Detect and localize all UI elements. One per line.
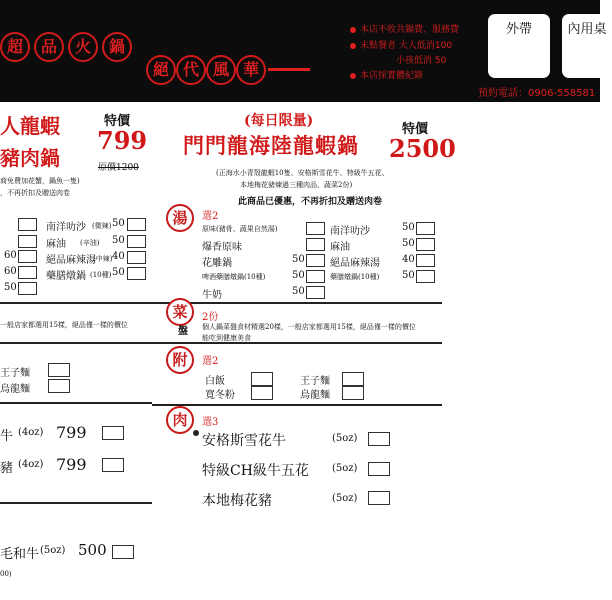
left-title-line1: 人龍蝦 — [0, 114, 60, 138]
soup-tag: (中辣) — [93, 255, 113, 263]
meat-name: 豬 — [0, 461, 14, 476]
soup-price: 50 — [112, 235, 125, 246]
section-divider — [152, 404, 442, 406]
soup-name: 牛奶 — [202, 290, 222, 301]
left-note: ，不再折扣及贈送肉卷 — [0, 189, 70, 197]
side-item: 白飯 — [205, 376, 225, 387]
soup-checkbox[interactable] — [306, 254, 325, 267]
soup-checkbox[interactable] — [18, 282, 37, 295]
seal-char: 華 — [236, 55, 266, 85]
soup-name: 麻油 — [330, 242, 350, 253]
soup-tag: (辛油) — [80, 239, 100, 247]
meat-size: (5oz) — [332, 433, 358, 444]
soup-checkbox[interactable] — [306, 286, 325, 299]
veg-category-badge: 菜 — [166, 298, 194, 326]
soup-checkbox[interactable] — [306, 270, 325, 283]
meat-name: 特級CH級牛五花 — [202, 463, 309, 479]
note-text: 小孩低消 50 — [396, 56, 447, 66]
side-category-badge: 附 — [166, 346, 194, 374]
soup-name: 麻油 — [46, 239, 66, 250]
note-text: 本店採實體紀錄 — [360, 71, 424, 81]
wagyu-checkbox[interactable] — [112, 545, 134, 559]
soup-price: 50 — [402, 270, 415, 281]
left-title-line2: 豬肉鍋 — [0, 146, 60, 170]
veg-note: 個人鍋菜盤食材精選20樣，一般店家都選用15樣，絕品僅一樣的價位 — [202, 323, 416, 331]
promo-note: 此商品已優惠，不再折扣及贈送肉卷 — [238, 197, 383, 207]
section-divider — [0, 402, 152, 404]
soup-name: 絕品麻辣湯 — [46, 255, 96, 266]
soup-checkbox[interactable] — [416, 238, 435, 251]
set-description: 本地梅花豬煉過三種肉品、蔬菜2份) — [240, 181, 353, 189]
soup-name: 南洋叻沙 — [46, 222, 86, 233]
takeout-label: 外帶 — [505, 22, 532, 37]
section-divider — [0, 502, 152, 504]
left-original-price: 原價1200 — [98, 163, 139, 173]
left-price: 799 — [97, 126, 148, 155]
left-price-edge: 60 — [4, 266, 17, 277]
soup-price: 50 — [402, 238, 415, 249]
soup-name: 啤酒藥膳燉鍋(10種) — [202, 273, 266, 281]
soup-pick-label: 選2 — [202, 211, 219, 222]
veg-category-sub: 盤 — [178, 326, 188, 337]
veg-pick-label: 2份 — [202, 312, 219, 323]
section-divider — [0, 302, 152, 304]
soup-checkbox[interactable] — [18, 218, 37, 231]
soup-checkbox[interactable] — [127, 251, 146, 264]
noodle-checkbox[interactable] — [48, 363, 70, 377]
side-item: 烏龍麵 — [300, 390, 330, 401]
seal-char: 風 — [206, 55, 236, 85]
bullet-icon — [350, 43, 356, 49]
meat-name: 牛 — [0, 429, 14, 444]
meat-pick-label: 選3 — [202, 417, 219, 428]
side-checkbox[interactable] — [251, 386, 273, 400]
meat-checkbox[interactable] — [102, 458, 124, 472]
footer-fragment: 00) — [0, 570, 12, 578]
section-divider — [0, 342, 152, 344]
soup-checkbox[interactable] — [127, 267, 146, 280]
left-price-edge: 50 — [4, 282, 17, 293]
seal-char: 鍋 — [102, 32, 132, 62]
side-pick-label: 選2 — [202, 356, 219, 367]
soup-checkbox[interactable] — [306, 222, 325, 235]
takeout-box[interactable] — [488, 14, 550, 78]
bullet-icon — [350, 27, 356, 33]
soup-checkbox[interactable] — [416, 254, 435, 267]
set-description: (正海水小青殼龍蝦10隻、安格斯雪花牛、特級牛五花、 — [216, 169, 389, 177]
soup-category-badge: 湯 — [166, 204, 194, 232]
meat-checkbox[interactable] — [368, 432, 390, 446]
right-title: 門門龍海陸龍蝦鍋 — [183, 133, 359, 158]
noodle-checkbox[interactable] — [48, 379, 70, 393]
wagyu-price: 500 — [78, 541, 107, 559]
meat-size: (4oz) — [18, 427, 44, 438]
soup-checkbox[interactable] — [306, 238, 325, 251]
meat-checkbox[interactable] — [368, 491, 390, 505]
left-price-edge: 60 — [4, 250, 17, 261]
left-note: 商免費加花蟹，鍋魚一隻) — [0, 177, 80, 185]
soup-price: 50 — [112, 267, 125, 278]
meat-name: 本地梅花豬 — [202, 493, 272, 509]
meat-checkbox[interactable] — [102, 426, 124, 440]
note-text: 未點餐者 大人低消100 — [360, 41, 453, 51]
meat-size: (5oz) — [332, 463, 358, 474]
dot-icon — [193, 430, 199, 436]
soup-name: 花雕鍋 — [202, 258, 232, 269]
soup-checkbox[interactable] — [416, 222, 435, 235]
soup-checkbox[interactable] — [127, 235, 146, 248]
soup-name: 絕品麻辣湯 — [330, 258, 380, 269]
meat-size: (5oz) — [332, 493, 358, 504]
soup-price: 50 — [112, 218, 125, 229]
title-dash — [268, 68, 310, 71]
left-special-label: 特價 — [104, 114, 131, 129]
soup-checkbox[interactable] — [127, 218, 146, 231]
meat-price: 799 — [56, 423, 87, 442]
soup-price: 50 — [402, 222, 415, 233]
soup-name: 原味(豬骨、蔬果自然湯) — [202, 225, 278, 233]
soup-checkbox[interactable] — [416, 270, 435, 283]
daily-limit-label: (每日限量) — [244, 113, 314, 129]
soup-checkbox[interactable] — [18, 235, 37, 248]
meat-price: 799 — [56, 455, 87, 474]
menu-header — [0, 0, 607, 102]
meat-size: (4oz) — [18, 459, 44, 470]
soup-price: 50 — [292, 270, 305, 281]
meat-checkbox[interactable] — [368, 462, 390, 476]
noodle-name: 王子麵 — [0, 368, 30, 379]
meat-category-badge: 肉 — [166, 406, 194, 434]
bullet-icon — [350, 73, 356, 79]
phone-number: 預約電話：0906-558581 — [478, 88, 596, 99]
soup-name: 南洋叻沙 — [330, 226, 370, 237]
veg-note: 一般店家都選用15樣，絕品僅一樣的價位 — [0, 321, 128, 329]
section-divider — [152, 302, 442, 304]
soup-price: 50 — [292, 286, 305, 297]
soup-price: 50 — [292, 254, 305, 265]
soup-checkbox[interactable] — [18, 250, 37, 263]
soup-tag: (微辣) — [92, 222, 112, 230]
section-divider — [152, 342, 442, 344]
right-special-label: 特價 — [402, 122, 429, 137]
side-item: 寬冬粉 — [205, 390, 235, 401]
dine-in-label: 內用桌 — [567, 22, 607, 37]
soup-price: 40 — [402, 254, 415, 265]
dine-in-box[interactable] — [562, 14, 612, 78]
soup-name: 藥膳燉鍋 — [46, 271, 86, 282]
soup-checkbox[interactable] — [18, 266, 37, 279]
side-checkbox[interactable] — [251, 372, 273, 386]
veg-note: 能吃到健康美食 — [202, 334, 251, 342]
soup-name: 藥膳燉鍋(10種) — [330, 273, 380, 281]
seal-char: 代 — [176, 55, 206, 85]
soup-name: 爆香原味 — [202, 242, 242, 253]
wagyu-size: (5oz) — [40, 545, 66, 556]
right-price: 2500 — [389, 134, 456, 163]
wagyu-name: 毛和牛 — [0, 547, 40, 562]
seal-char: 品 — [34, 32, 64, 62]
side-checkbox[interactable] — [342, 372, 364, 386]
note-text: 本店不收共鍋費、服務費 — [360, 25, 460, 35]
soup-price: 40 — [112, 251, 125, 262]
seal-char: 絕 — [146, 55, 176, 85]
soup-tag: (10種) — [90, 271, 112, 279]
seal-char: 火 — [68, 32, 98, 62]
side-checkbox[interactable] — [342, 386, 364, 400]
meat-name: 安格斯雪花牛 — [202, 433, 286, 449]
side-item: 王子麵 — [300, 376, 330, 387]
seal-char: 超 — [0, 32, 30, 62]
noodle-name: 烏龍麵 — [0, 384, 30, 395]
